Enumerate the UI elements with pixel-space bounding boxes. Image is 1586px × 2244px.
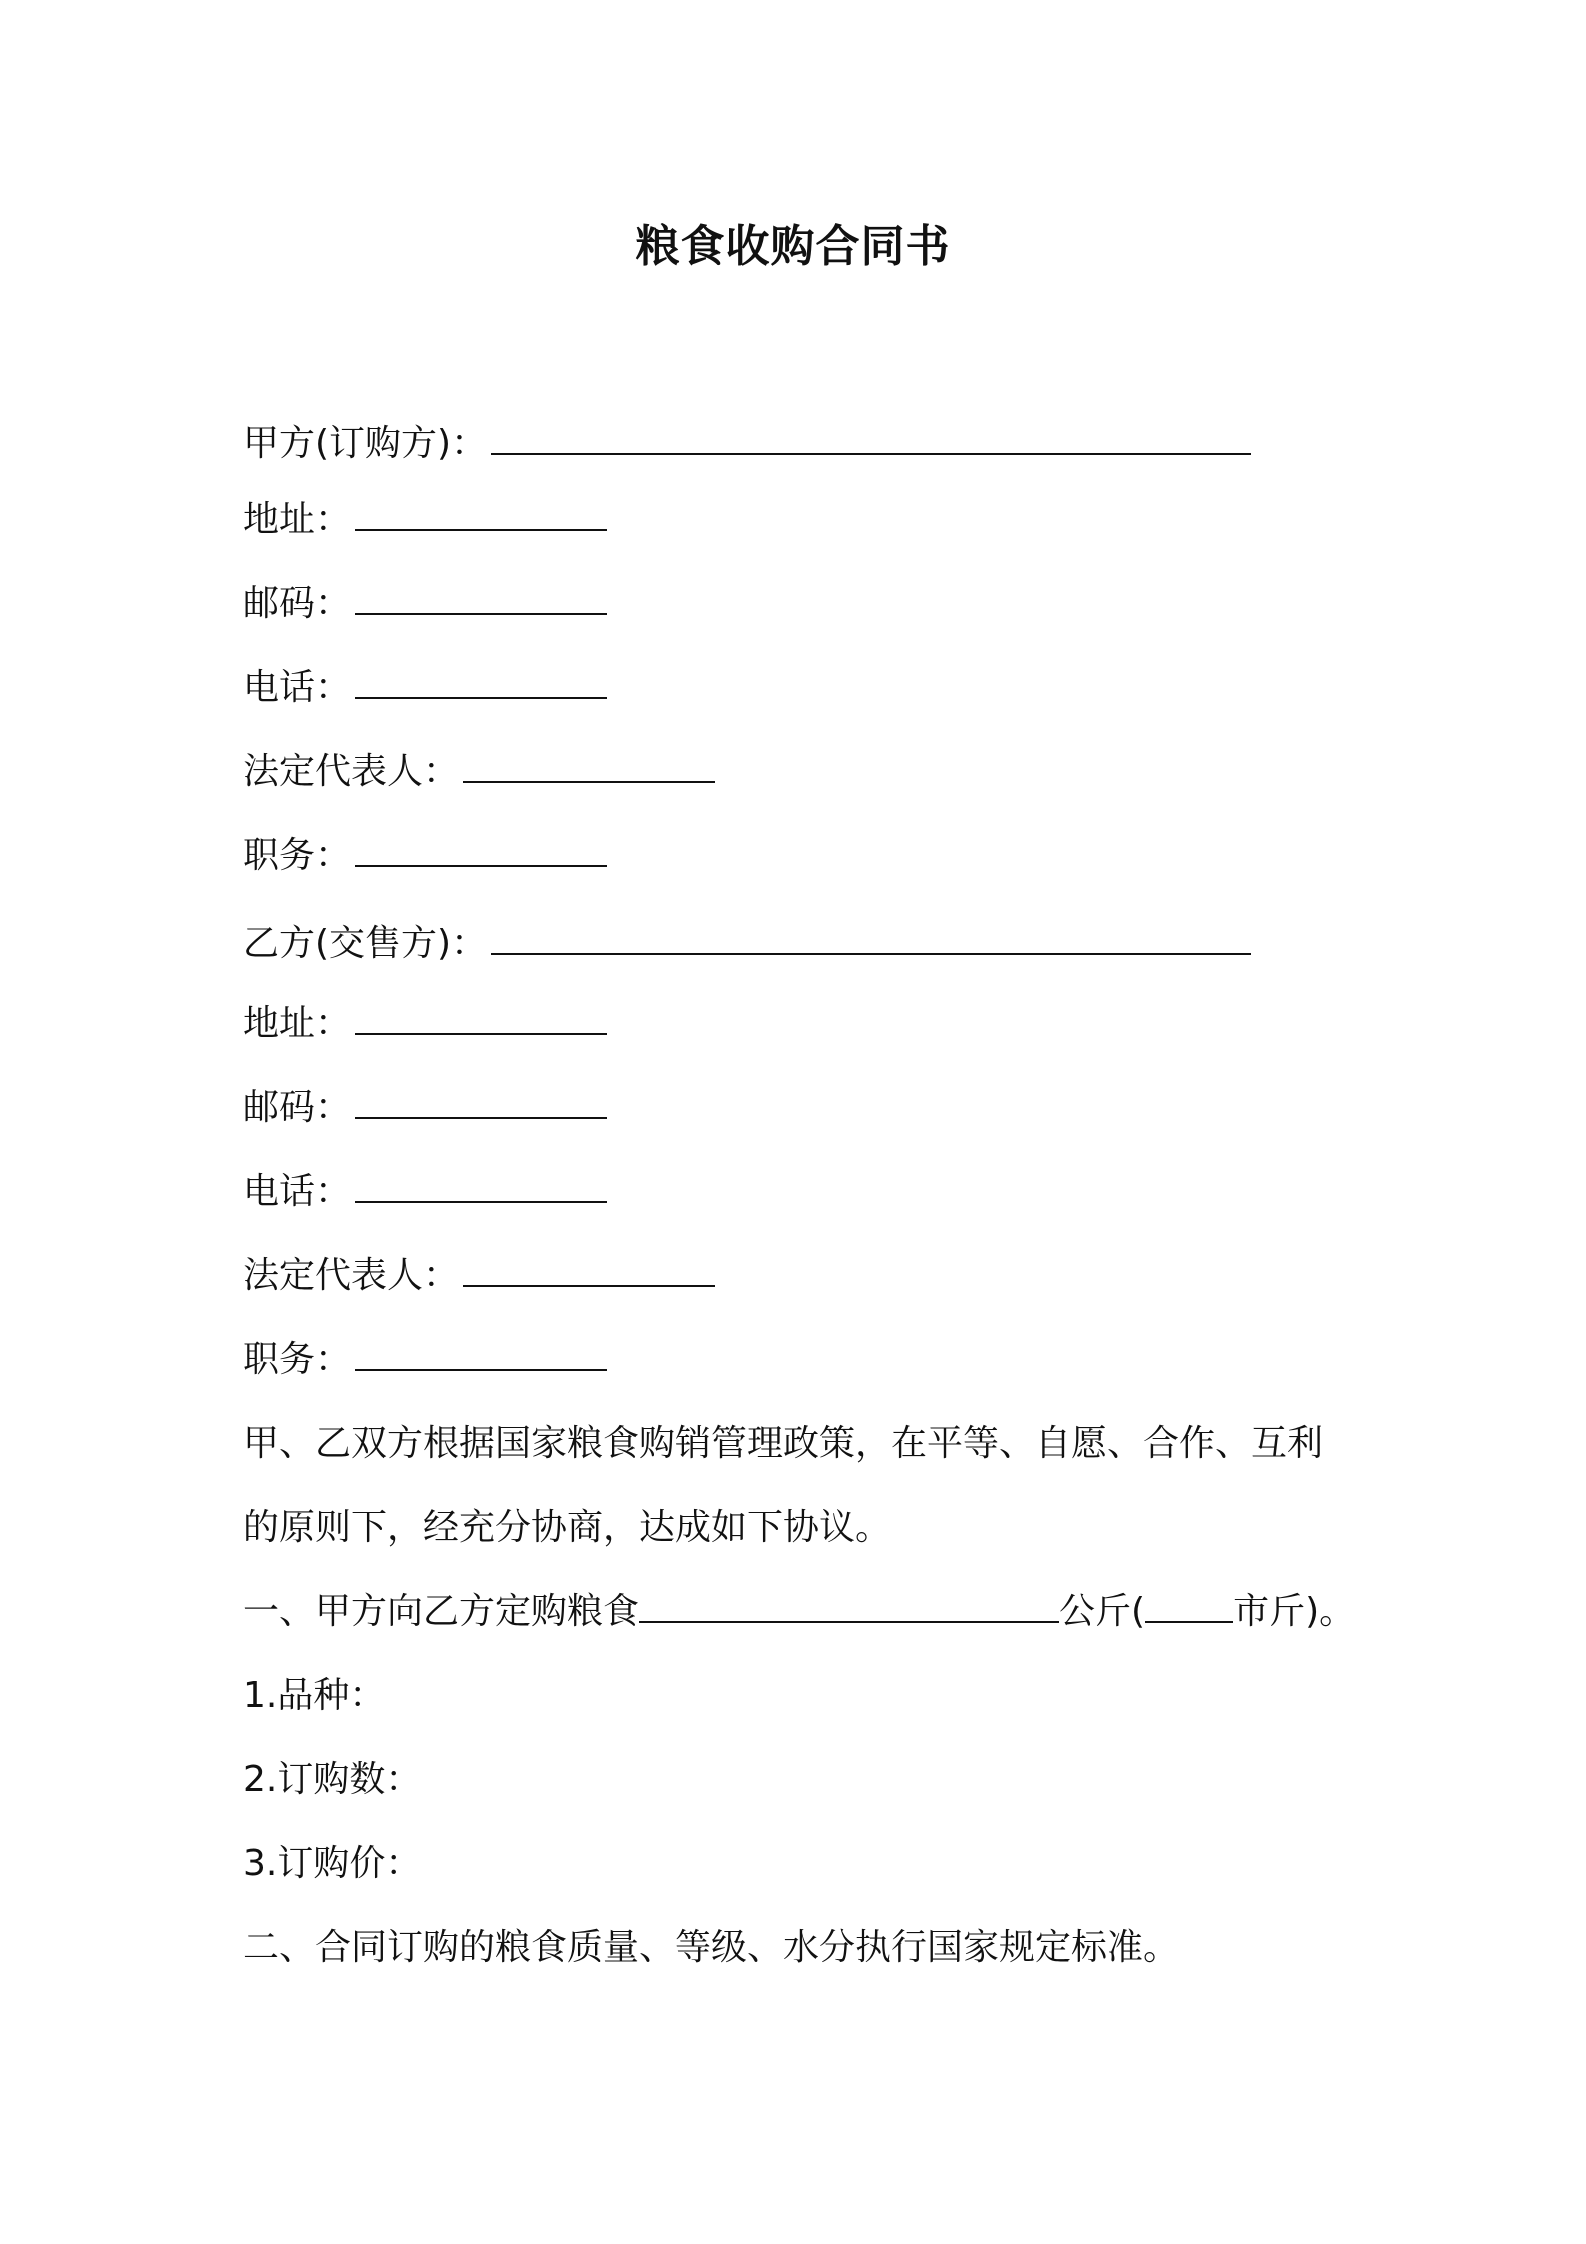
clause-1-jin-blank[interactable] [1145,1587,1233,1623]
party-b-address-row [243,998,607,1050]
party-b-phone-row [243,1166,607,1218]
party-a-postcode-row [243,578,607,630]
party-a-postcode-blank[interactable] [355,579,607,615]
party-b-name-label: 乙方(交售方)： [243,923,488,964]
party-b-address-blank[interactable] [355,999,607,1035]
party-b-name-row [243,918,1251,970]
party-a-postcode-label: 邮码： [243,583,352,624]
party-a-phone-blank[interactable] [355,663,607,699]
item-quantity: 2.订购数： [243,1759,422,1800]
party-b-position-row [243,1334,607,1386]
intro-line-2: 的原则下，经充分协商，达成如下协议。 [243,1507,892,1548]
party-b-name-blank[interactable] [491,919,1251,955]
clause-1-unit-jin: 市斤)。 [1233,1591,1356,1632]
clause-1-prefix: 一、甲方向乙方定购粮食 [243,1591,640,1632]
party-b-postcode-label: 邮码： [243,1087,352,1128]
party-b-legal-rep-blank[interactable] [463,1251,715,1287]
party-b-position-label: 职务： [243,1339,352,1380]
party-a-address-blank[interactable] [355,495,607,531]
party-a-name-blank[interactable] [491,419,1251,455]
party-b-postcode-blank[interactable] [355,1083,607,1119]
party-b-position-blank[interactable] [355,1335,607,1371]
party-a-position-row [243,830,607,882]
party-b-phone-blank[interactable] [355,1167,607,1203]
party-a-name-label: 甲方(订购方)： [243,423,488,464]
clause-2: 二、合同订购的粮食质量、等级、水分执行国家规定标准。 [243,1927,1180,1968]
party-b-phone-label: 电话： [243,1171,352,1212]
party-b-postcode-row [243,1082,607,1134]
item-price: 3.订购价： [243,1843,422,1884]
clause-1-kg-blank[interactable] [639,1587,1059,1623]
party-a-legal-rep-blank[interactable] [463,747,715,783]
party-a-phone-label: 电话： [243,667,352,708]
party-a-position-blank[interactable] [355,831,607,867]
party-a-phone-row [243,662,607,714]
party-a-name-row [243,418,1251,470]
item-variety: 1.品种： [243,1675,386,1716]
party-a-legal-rep-label: 法定代表人： [243,751,460,792]
party-b-legal-rep-label: 法定代表人： [243,1255,460,1296]
party-a-address-label: 地址： [243,499,352,540]
party-a-position-label: 职务： [243,835,352,876]
party-a-legal-rep-row [243,746,715,798]
intro-line-1: 甲、乙双方根据国家粮食购销管理政策，在平等、自愿、合作、互利 [243,1423,1324,1464]
clause-1 [243,1586,1355,1638]
party-a-address-row [243,494,607,546]
party-b-address-label: 地址： [243,1003,352,1044]
party-b-legal-rep-row [243,1250,715,1302]
clause-1-unit-kg: 公斤( [1059,1591,1146,1632]
page-title: 粮食收购合同书 [635,221,951,272]
